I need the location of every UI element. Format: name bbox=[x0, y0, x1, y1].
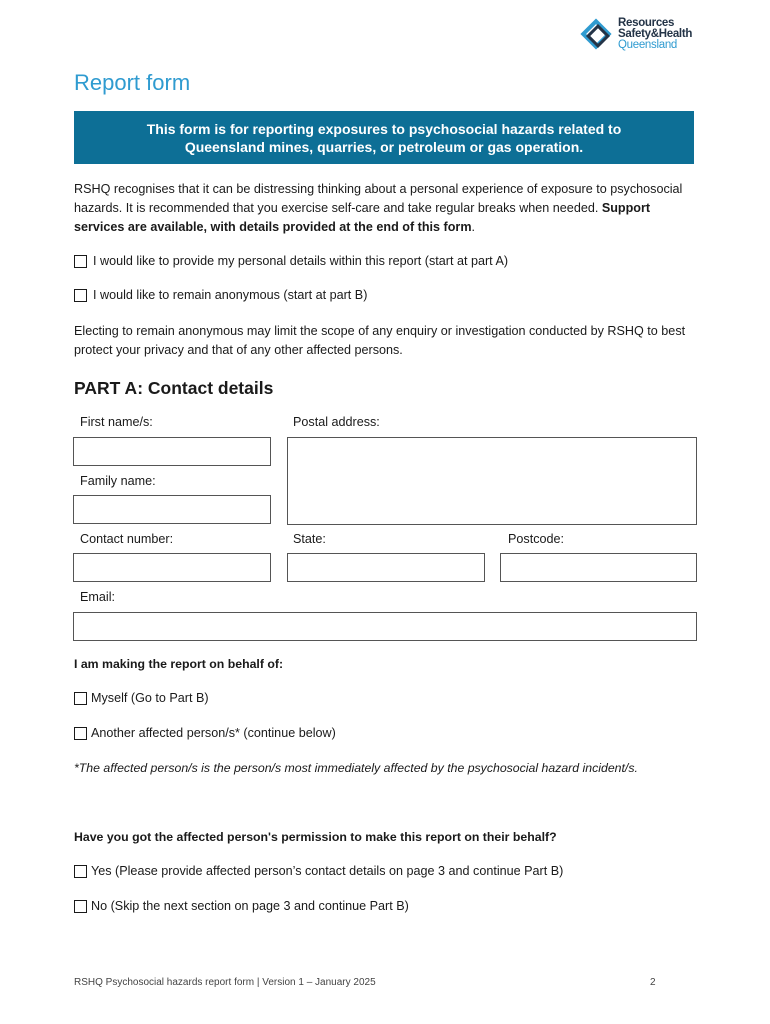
rshq-logo-icon bbox=[580, 18, 614, 52]
permission-no-checkbox[interactable] bbox=[74, 900, 87, 913]
intro-paragraph bbox=[74, 180, 699, 237]
myself-label: Myself (Go to Part B) bbox=[91, 691, 209, 705]
logo-line-1: Resources bbox=[618, 17, 675, 29]
anonymous-checkbox[interactable] bbox=[74, 289, 87, 302]
option-permission-yes[interactable] bbox=[74, 863, 563, 879]
affected-person-footnote: *The affected person/s is the person/s most immediately affected by the psychosocial hazard incident/s. bbox=[74, 761, 638, 775]
another-person-label: Another affected person/s* (continue below) bbox=[91, 726, 336, 740]
postal-address-label: Postal address: bbox=[293, 415, 380, 429]
intro-support-note: Support services are available, with details provided at the end of this form bbox=[74, 201, 651, 234]
logo-line-3: Queensland bbox=[618, 39, 678, 51]
permission-yes-checkbox[interactable] bbox=[74, 865, 87, 878]
postcode-label: Postcode: bbox=[508, 532, 565, 546]
intro-text: RSHQ recognises that it can be distressing thinking about a personal experience of exposure to psychosocial hazards. It is recommended that you exercise self-care and take regular breaks when needed. bbox=[74, 182, 683, 215]
behalf-question: I am making the report on behalf of: bbox=[74, 657, 284, 671]
contact-number-input[interactable] bbox=[73, 553, 271, 582]
form-purpose-banner bbox=[74, 111, 694, 164]
email-input[interactable] bbox=[73, 612, 697, 641]
first-name-label: First name/s: bbox=[80, 415, 153, 429]
page-number: 2 bbox=[650, 977, 656, 988]
anonymous-label: I would like to remain anonymous (start at part B) bbox=[93, 288, 368, 302]
state-label: State: bbox=[293, 532, 326, 546]
option-anonymous[interactable] bbox=[74, 287, 367, 303]
logo-wordmark bbox=[618, 18, 692, 51]
anonymous-note: Electing to remain anonymous may limit the scope of any enquiry or investigation conducted by RSHQ to best protect your privacy and that of any other affected persons. bbox=[74, 324, 686, 357]
first-name-input[interactable] bbox=[73, 437, 271, 466]
personal-details-checkbox[interactable] bbox=[74, 255, 87, 268]
logo-line-2: Safety&Health bbox=[618, 28, 693, 40]
option-myself[interactable] bbox=[74, 690, 209, 706]
myself-checkbox[interactable] bbox=[74, 692, 87, 705]
intro-end: . bbox=[471, 220, 476, 234]
option-another-person[interactable] bbox=[74, 725, 336, 741]
family-name-label: Family name: bbox=[80, 474, 156, 488]
footer-text: RSHQ Psychosocial hazards report form | Version 1 – January 2025 bbox=[74, 977, 376, 988]
part-a-title: PART A: Contact details bbox=[74, 378, 274, 398]
permission-yes-label: Yes (Please provide affected person’s contact details on page 3 and continue Part B) bbox=[91, 864, 564, 878]
banner-line-2: Queensland mines, quarries, or petroleum or gas operation. bbox=[184, 139, 584, 155]
personal-details-label: I would like to provide my personal details within this report (start at part A) bbox=[93, 254, 509, 268]
contact-number-label: Contact number: bbox=[80, 532, 174, 546]
state-input[interactable] bbox=[287, 553, 485, 582]
option-permission-no[interactable] bbox=[74, 898, 409, 914]
postcode-input[interactable] bbox=[500, 553, 697, 582]
another-person-checkbox[interactable] bbox=[74, 727, 87, 740]
postal-address-input[interactable] bbox=[287, 437, 697, 525]
banner-line-1: This form is for reporting exposures to psychosocial hazards related to bbox=[146, 121, 622, 137]
page-title: Report form bbox=[74, 70, 191, 95]
family-name-input[interactable] bbox=[73, 495, 271, 524]
permission-question: Have you got the affected person's permission to make this report on their behalf? bbox=[74, 830, 557, 844]
permission-no-label: No (Skip the next section on page 3 and continue Part B) bbox=[91, 899, 409, 913]
email-label: Email: bbox=[80, 590, 115, 604]
option-personal-details[interactable] bbox=[74, 253, 508, 269]
rshq-logo bbox=[580, 16, 710, 56]
